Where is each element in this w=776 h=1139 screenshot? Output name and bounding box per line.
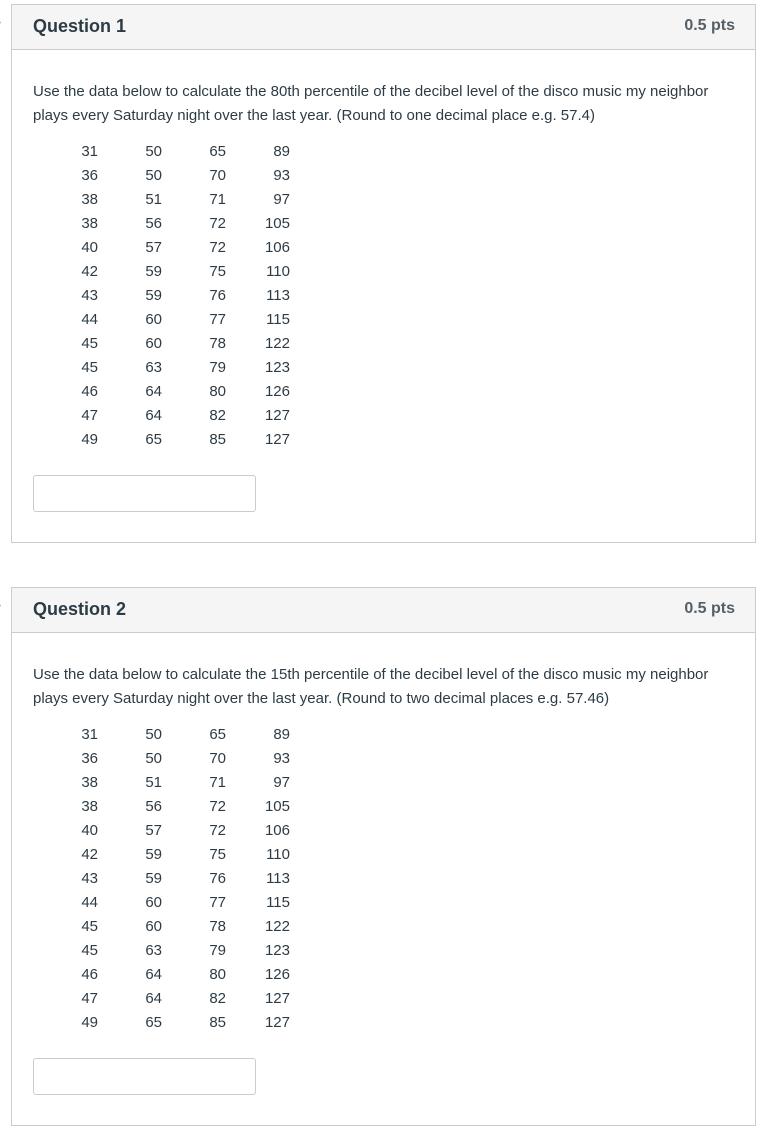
table-row [66,914,290,938]
table-row [66,794,290,818]
table-row [66,842,290,866]
table-cell: 46 [81,382,98,400]
table-cell: 93 [273,166,290,184]
table-cell: 59 [145,869,162,887]
table-cell: 122 [264,334,290,352]
table-cell: 45 [81,941,98,959]
table-cell: 60 [145,917,162,935]
table-cell: 60 [145,893,162,911]
question-1-title: Question 1 [33,16,127,36]
question-marker-icon [0,603,4,609]
table-cell: 72 [209,214,226,232]
table-row [66,355,290,379]
table-row [66,307,290,331]
table-cell: 126 [264,382,290,400]
table-row [66,866,290,890]
question-2-card [11,587,756,1126]
table-cell: 127 [264,989,290,1007]
question-1-card [11,4,756,543]
table-row [66,770,290,794]
table-cell: 65 [145,430,162,448]
table-cell: 76 [209,869,226,887]
table-cell: 36 [81,749,98,767]
table-cell: 50 [145,725,162,743]
table-cell: 127 [264,406,290,424]
table-cell: 123 [264,941,290,959]
table-cell: 78 [209,334,226,352]
question-2-points: 0.5 pts [684,600,735,617]
question-1-points: 0.5 pts [684,17,735,34]
table-row [66,259,290,283]
table-cell: 40 [81,821,98,839]
table-cell: 113 [266,869,290,887]
table-row [66,283,290,307]
table-cell: 42 [81,845,98,863]
table-cell: 72 [209,821,226,839]
table-cell: 50 [145,142,162,160]
table-cell: 51 [145,190,162,208]
table-cell: 64 [145,382,162,400]
question-1-text: Use the data below to calculate the 80th percentile of the decibel level of the disco music my neighbor plays every Saturday night over the last year. (Round to one decimal place e.g. 57.4) [33,83,709,124]
table-row [66,331,290,355]
table-cell: 44 [81,310,98,328]
table-cell: 115 [266,893,290,911]
table-cell: 80 [209,965,226,983]
table-cell: 113 [266,286,290,304]
table-cell: 75 [209,262,226,280]
table-cell: 59 [145,286,162,304]
table-row [66,1010,290,1034]
table-cell: 64 [145,989,162,1007]
table-cell: 127 [264,430,290,448]
table-cell: 60 [145,310,162,328]
table-cell: 77 [209,893,226,911]
table-row [66,139,290,163]
table-cell: 50 [145,749,162,767]
table-cell: 50 [145,166,162,184]
table-cell: 127 [264,1013,290,1031]
table-cell: 70 [209,166,226,184]
table-cell: 77 [209,310,226,328]
table-cell: 97 [273,773,290,791]
table-row [66,818,290,842]
table-cell: 72 [209,238,226,256]
table-cell: 63 [145,358,162,376]
table-cell: 76 [209,286,226,304]
question-2-title: Question 2 [33,599,127,619]
table-cell: 110 [266,845,290,863]
table-cell: 45 [81,917,98,935]
table-row [66,938,290,962]
table-row [66,235,290,259]
question-2-header [12,588,755,633]
table-cell: 43 [81,286,98,304]
table-cell: 31 [81,142,98,160]
table-cell: 60 [145,334,162,352]
table-cell: 43 [81,869,98,887]
table-cell: 38 [81,214,98,232]
table-cell: 80 [209,382,226,400]
table-row [66,163,290,187]
table-row [66,722,290,746]
table-cell: 89 [273,725,290,743]
table-cell: 57 [145,821,162,839]
table-cell: 38 [81,190,98,208]
question-1-data-table [66,139,290,451]
question-2-data-table [66,722,290,1034]
table-cell: 59 [145,845,162,863]
table-cell: 64 [145,406,162,424]
table-row [66,427,290,451]
table-row [66,962,290,986]
table-row [66,986,290,1010]
table-cell: 115 [266,310,290,328]
table-cell: 70 [209,749,226,767]
table-cell: 45 [81,334,98,352]
table-cell: 78 [209,917,226,935]
table-cell: 59 [145,262,162,280]
table-cell: 65 [209,725,226,743]
table-cell: 51 [145,773,162,791]
table-cell: 46 [81,965,98,983]
table-cell: 63 [145,941,162,959]
table-cell: 126 [264,965,290,983]
question-2-answer-input[interactable] [33,1058,256,1095]
table-cell: 64 [145,965,162,983]
table-cell: 40 [81,238,98,256]
table-cell: 38 [81,797,98,815]
question-2-text: Use the data below to calculate the 15th percentile of the decibel level of the disco music my neighbor plays every Saturday night over the last year. (Round to two decimal places e.g. 57.46) [33,666,709,707]
table-row [66,211,290,235]
table-cell: 31 [81,725,98,743]
table-cell: 122 [264,917,290,935]
table-cell: 56 [145,797,162,815]
table-cell: 93 [273,749,290,767]
table-cell: 36 [81,166,98,184]
table-cell: 47 [81,406,98,424]
table-cell: 49 [81,1013,98,1031]
table-cell: 97 [273,190,290,208]
table-cell: 65 [145,1013,162,1031]
table-cell: 79 [209,941,226,959]
table-cell: 56 [145,214,162,232]
table-cell: 110 [266,262,290,280]
table-row [66,187,290,211]
table-cell: 79 [209,358,226,376]
table-cell: 89 [273,142,290,160]
table-cell: 75 [209,845,226,863]
table-cell: 85 [209,430,226,448]
table-cell: 44 [81,893,98,911]
table-cell: 65 [209,142,226,160]
table-cell: 105 [264,797,290,815]
table-cell: 82 [209,406,226,424]
table-cell: 71 [209,190,226,208]
table-row [66,403,290,427]
table-cell: 47 [81,989,98,1007]
table-cell: 38 [81,773,98,791]
table-row [66,890,290,914]
table-cell: 85 [209,1013,226,1031]
table-cell: 123 [264,358,290,376]
table-cell: 82 [209,989,226,1007]
table-row [66,746,290,770]
table-cell: 42 [81,262,98,280]
question-1-answer-input[interactable] [33,475,256,512]
question-marker-icon [0,20,4,26]
table-cell: 106 [264,238,290,256]
table-cell: 49 [81,430,98,448]
table-cell: 106 [264,821,290,839]
table-cell: 45 [81,358,98,376]
question-1-header [12,5,755,50]
table-row [66,379,290,403]
table-cell: 105 [264,214,290,232]
table-cell: 72 [209,797,226,815]
table-cell: 57 [145,238,162,256]
table-cell: 71 [209,773,226,791]
